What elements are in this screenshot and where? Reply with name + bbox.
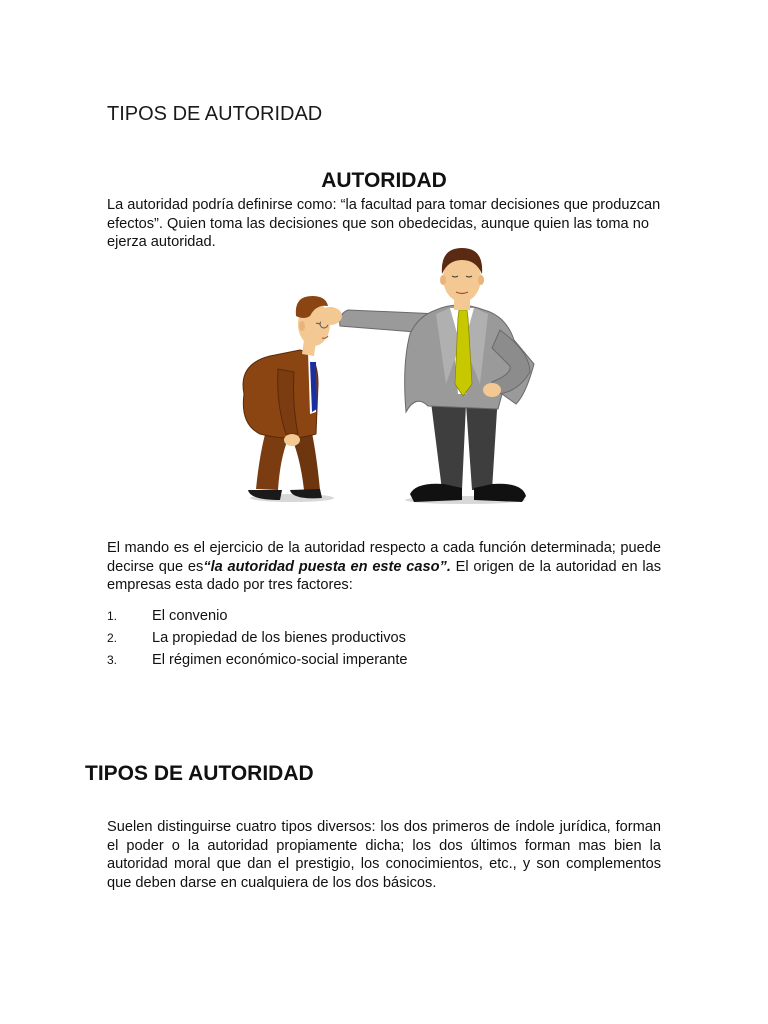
tipos-paragraph: Suelen distinguirse cuatro tipos diversos: los dos primeros de índole jurídica, forman el poder o la autoridad propiamente dicha; los dos últimos forman mas bien la autoridad moral que dan el prestigio, los conocimientos, etc., y son complementos que deben darse en cualquiera de los dos básicos. <box>107 819 661 891</box>
factors-list <box>107 605 408 671</box>
list-text: La propiedad de los bienes productivos <box>152 630 406 646</box>
list-item <box>107 627 408 649</box>
authority-illustration <box>230 244 540 514</box>
section-title: AUTORIDAD <box>321 169 447 192</box>
mando-paragraph <box>107 539 661 595</box>
list-number: 1. <box>107 609 118 623</box>
small-man-figure <box>243 296 330 500</box>
mando-text-after: El origen de la autoridad en las empresas esta dado por tres factores: <box>107 558 661 593</box>
intro-paragraph: La autoridad podría definirse como: “la facultad para tomar decisiones que produzcan efectos”. Quien toma las decisiones que son obedecidas, aunque quien las toma no ejerza autoridad. <box>107 197 661 250</box>
list-text: El convenio <box>152 608 228 624</box>
mando-emphasis: “la autoridad puesta en este caso”. <box>203 558 451 575</box>
list-number: 2. <box>107 631 118 645</box>
tipos-heading: TIPOS DE AUTORIDAD <box>85 762 314 785</box>
mando-text-before: El mando es el ejercicio de la autoridad respecto a cada función determinada; puede decirse que es <box>107 540 661 575</box>
list-item <box>107 649 408 671</box>
list-text: El régimen económico-social imperante <box>152 652 408 668</box>
page-heading: TIPOS DE AUTORIDAD <box>107 103 323 125</box>
list-number: 3. <box>107 653 118 667</box>
list-item <box>107 605 408 627</box>
tall-man-figure <box>318 248 534 502</box>
